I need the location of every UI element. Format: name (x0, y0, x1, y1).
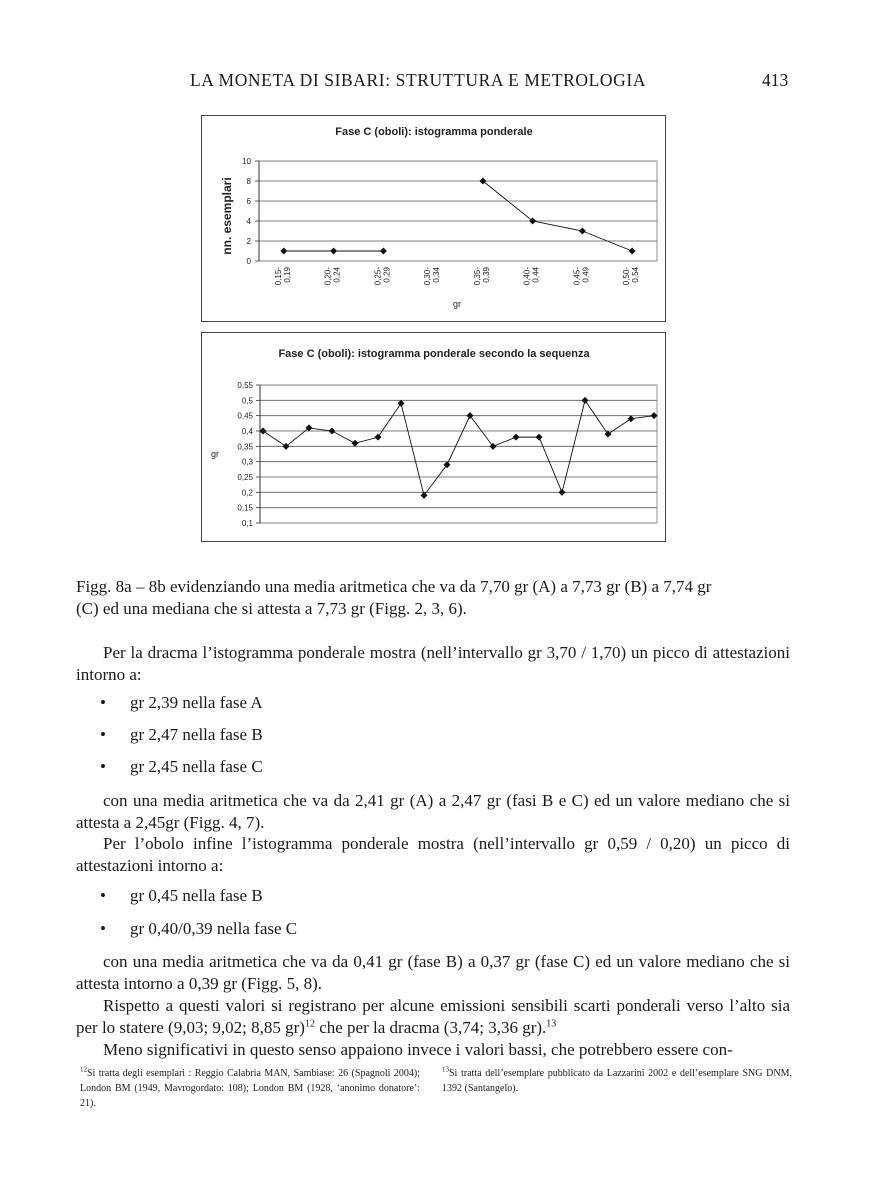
page-number: 413 (762, 70, 789, 90)
x-tick-label: 0,39 (481, 267, 491, 283)
x-tick-label: 0,40- (522, 267, 532, 286)
bullet-marker: • (100, 919, 106, 938)
y-axis-label: nn. esemplari (220, 177, 234, 255)
y-tick-label: 0,55 (237, 381, 253, 390)
footnote-ref-13[interactable]: 13 (546, 1018, 557, 1030)
data-point (605, 431, 612, 438)
data-point (629, 248, 636, 255)
x-tick-label: 0,30- (423, 267, 433, 286)
data-point (628, 415, 635, 422)
weight-sequence-svg (202, 333, 665, 541)
footnote-number: 13 (442, 1065, 449, 1074)
x-tick-label: 0,35- (472, 267, 482, 286)
footnote-number: 12 (80, 1065, 87, 1074)
x-tick-label: 0,25- (373, 267, 383, 286)
bullet-item: gr 2,39 nella fase A (130, 693, 263, 712)
figure-caption-line-1: Figg. 8a – 8b evidenziando una media aritmetica che va da 7,70 gr (A) a 7,73 gr (B) a 7,74 gr (76, 577, 712, 596)
y-axis-label: gr (210, 449, 220, 459)
data-point (467, 412, 474, 419)
x-tick-label: 0,49 (581, 267, 591, 283)
y-tick-label: 0,35 (237, 442, 253, 452)
x-tick-label: 0,19 (282, 267, 292, 283)
data-point (380, 248, 387, 255)
series-line (483, 181, 632, 251)
bullet-marker: • (100, 757, 106, 776)
paragraph-dracma: Per la dracma l’istogramma ponderale mostra (nell’intervallo gr 3,70 / 1,70) un picco di attestazioni intorno a: (76, 643, 790, 684)
bullet-item: gr 0,45 nella fase B (130, 886, 263, 905)
y-tick-label: 0 (246, 257, 251, 266)
data-point (260, 428, 267, 435)
y-tick-label: 0,1 (241, 519, 253, 528)
x-axis-label: gr (452, 299, 462, 309)
paragraph-low-values: Meno significativi in questo senso appaiono invece i valori bassi, che potrebbero essere con- (103, 1040, 733, 1059)
paragraph-obolo: Per l’obolo infine l’istogramma ponderale mostra (nell’intervallo gr 0,59 / 0,20) un picco di attestazioni intorno a: (76, 834, 790, 875)
data-point (490, 443, 497, 450)
x-tick-label: 0,34 (432, 267, 442, 283)
x-tick-label: 0,45- (572, 267, 582, 286)
running-header (0, 70, 870, 96)
data-point (352, 440, 359, 447)
y-tick-label: 10 (242, 157, 251, 166)
data-point (329, 428, 336, 435)
footnote-13 (442, 1066, 792, 1096)
running-title: LA MONETA DI SIBARI: STRUTTURA E METROLOGIA (190, 70, 647, 90)
bullet-item: gr 2,45 nella fase C (130, 757, 263, 776)
weight-histogram-svg (202, 116, 665, 321)
y-tick-label: 0,15 (237, 503, 253, 513)
y-tick-label: 4 (246, 217, 251, 226)
data-point (398, 400, 405, 407)
data-point (651, 412, 658, 419)
figure-caption-line-2: (C) ed una mediana che si attesta a 7,73 gr (Figg. 2, 3, 6). (76, 599, 467, 618)
x-tick-label: 0,24 (332, 267, 342, 283)
bullet-marker: • (100, 725, 106, 744)
y-tick-label: 6 (246, 197, 251, 206)
data-point (444, 461, 451, 468)
footnote-12 (80, 1066, 420, 1111)
weight-histogram-chart (201, 115, 666, 322)
y-tick-label: 0,3 (241, 457, 253, 467)
y-tick-label: 2 (246, 237, 251, 246)
data-point (582, 397, 589, 404)
y-tick-label: 8 (246, 177, 251, 186)
data-point (375, 434, 382, 441)
data-point (559, 489, 566, 496)
data-point (513, 434, 520, 441)
y-tick-label: 0,25 (237, 473, 253, 482)
x-tick-label: 0,20- (323, 267, 333, 286)
y-tick-label: 0,4 (241, 427, 253, 436)
paragraph-text: Rispetto a questi valori si registrano per alcune emissioni sensibili scarti ponderali verso l’alto sia per lo statere (9,03; 9,02; 8,85 gr) (76, 996, 790, 1037)
bullet-marker: • (100, 693, 106, 712)
x-tick-label: 0,15- (273, 267, 283, 286)
x-tick-label: 0,54 (631, 267, 641, 283)
weight-sequence-chart (201, 332, 666, 542)
bullet-item: gr 2,47 nella fase B (130, 725, 263, 744)
chart-title: Fase C (oboli): istogramma ponderale secondo la sequenza (278, 348, 590, 360)
x-tick-label: 0,44 (531, 267, 541, 283)
paragraph-text: che per la dracma (3,74; 3,36 gr). (314, 1018, 547, 1037)
footnote-text: Si tratta dell’esemplare pubblicato da Lazzarini 2002 e dell’esemplare SNG DNM, 1392 (Santangelo). (442, 1068, 792, 1094)
y-tick-label: 0,5 (241, 396, 253, 406)
chart-title: Fase C (oboli): istogramma ponderale (335, 126, 533, 138)
bullet-item: gr 0,40/0,39 nella fase C (130, 919, 298, 938)
series-line (263, 400, 654, 495)
data-point (536, 434, 543, 441)
x-tick-label: 0,50- (622, 267, 632, 286)
data-point (421, 492, 428, 499)
paragraph-dracma-mean: con una media aritmetica che va da 2,41 gr (A) a 2,47 gr (fasi B e C) ed un valore mediano che si attesta a 2,45gr (Figg. 4, 7). (76, 791, 790, 832)
data-point (330, 248, 337, 255)
data-point (579, 228, 586, 235)
bullet-marker: • (100, 886, 106, 905)
x-tick-label: 0,29 (382, 267, 392, 283)
footnote-ref-12[interactable]: 12 (304, 1018, 315, 1030)
paragraph-weight-deviations (76, 995, 790, 1039)
y-tick-label: 0,45 (237, 411, 253, 421)
y-tick-label: 0,2 (241, 488, 253, 498)
footnote-text: Si tratta degli esemplari : Reggio Calabria MAN, Sambiase: 26 (Spagnoli 2004); London BM (1949, Mavrogordato: 108); London BM (1928, ‘anonimo donatore’: 21). (80, 1068, 420, 1109)
paragraph-obolo-mean: con una media aritmetica che va da 0,41 gr (fase B) a 0,37 gr (fase C) ed un valore mediano che si attesta intorno a 0,39 gr (Figg. 5, 8). (76, 952, 790, 993)
data-point (280, 248, 287, 255)
